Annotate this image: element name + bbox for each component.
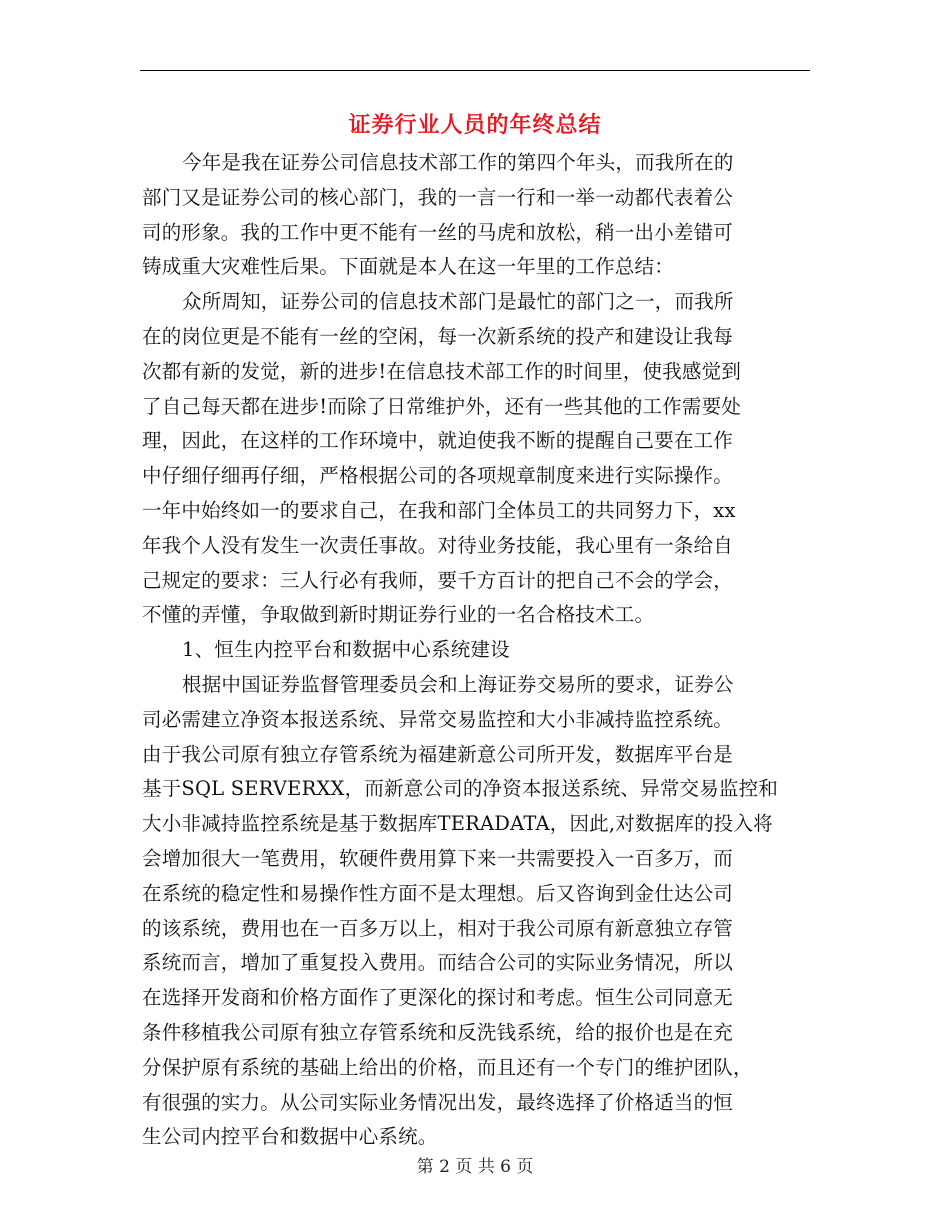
- text-line: 司的形象。我的工作中更不能有一丝的马虎和放松，稍一出小差错可: [142, 220, 734, 244]
- text-line: 今年是我在证券公司信息技术部工作的第四个年头，而我所在的: [182, 151, 734, 174]
- text-line: 条件移植我公司原有独立存管系统和反洗钱系统，给的报价也是在充: [142, 1020, 734, 1044]
- text-line: 大小非减持监控系统是基于数据库TERADATA，因此,对数据库的投入将: [142, 812, 773, 836]
- text-line: 铸成重大灾难性后果。下面就是本人在这一年里的工作总结：: [142, 255, 674, 279]
- document-title: 证券行业人员的年终总结: [348, 112, 602, 138]
- text-line: 分保护原有系统的基础上给出的价格，而且还有一个专门的维护团队，: [142, 1055, 753, 1079]
- text-line: 一年中始终如一的要求自己，在我和部门全体员工的共同努力下，xx: [142, 498, 736, 522]
- page-number: 第 2 页 共 6 页: [416, 1157, 534, 1177]
- text-line: 会增加很大一笔费用，软硬件费用算下来一共需要投入一百多万，而: [142, 846, 734, 870]
- text-line: 有很强的实力。从公司实际业务情况出发，最终选择了价格适当的恒: [142, 1090, 734, 1114]
- text-line: 了自己每天都在进步!而除了日常维护外，还有一些其他的工作需要处: [142, 394, 742, 418]
- text-line: 在系统的稳定性和易操作性方面不是太理想。后又咨询到金仕达公司: [142, 881, 734, 905]
- text-line: 司必需建立净资本报送系统、异常交易监控和大小非减持监控系统。: [142, 707, 734, 731]
- text-line: 由于我公司原有独立存管系统为福建新意公司所开发，数据库平台是: [142, 742, 734, 766]
- text-line: 年我个人没有发生一次责任事故。对待业务技能，我心里有一条给自: [142, 533, 734, 557]
- text-line: 部门又是证券公司的核心部门，我的一言一行和一举一动都代表着公: [142, 185, 734, 209]
- header-rule: [140, 70, 810, 71]
- text-line: 1、恒生内控平台和数据中心系统建设: [182, 638, 510, 662]
- text-line: 中仔细仔细再仔细，严格根据公司的各项规章制度来进行实际操作。: [142, 464, 734, 488]
- text-line: 系统而言，增加了重复投入费用。而结合公司的实际业务情况，所以: [142, 951, 734, 975]
- text-line: 众所周知，证券公司的信息技术部门是最忙的部门之一，而我所: [182, 290, 734, 314]
- text-line: 理，因此，在这样的工作环境中，就迫使我不断的提醒自己要在工作: [142, 429, 734, 453]
- document-body: [142, 146, 812, 1155]
- text-line: 生公司内控平台和数据中心系统。: [142, 1125, 438, 1149]
- text-line: 的该系统，费用也在一百多万以上，相对于我公司原有新意独立存管: [142, 916, 734, 940]
- text-line: 次都有新的发觉，新的进步!在信息技术部工作的时间里，使我感觉到: [142, 359, 742, 383]
- text-line: 己规定的要求：三人行必有我师，要千方百计的把自己不会的学会，: [142, 568, 734, 592]
- text-line: 在的岗位更是不能有一丝的空闲，每一次新系统的投产和建设让我每: [142, 324, 734, 348]
- text-line: 基于SQL SERVERXX，而新意公司的净资本报送系统、异常交易监控和: [142, 777, 779, 801]
- text-line: 根据中国证券监督管理委员会和上海证券交易所的要求，证券公: [182, 672, 734, 696]
- text-line: 在选择开发商和价格方面作了更深化的探讨和考虑。恒生公司同意无: [142, 986, 734, 1010]
- text-line: 不懂的弄懂，争取做到新时期证券行业的一名合格技术工。: [142, 603, 655, 627]
